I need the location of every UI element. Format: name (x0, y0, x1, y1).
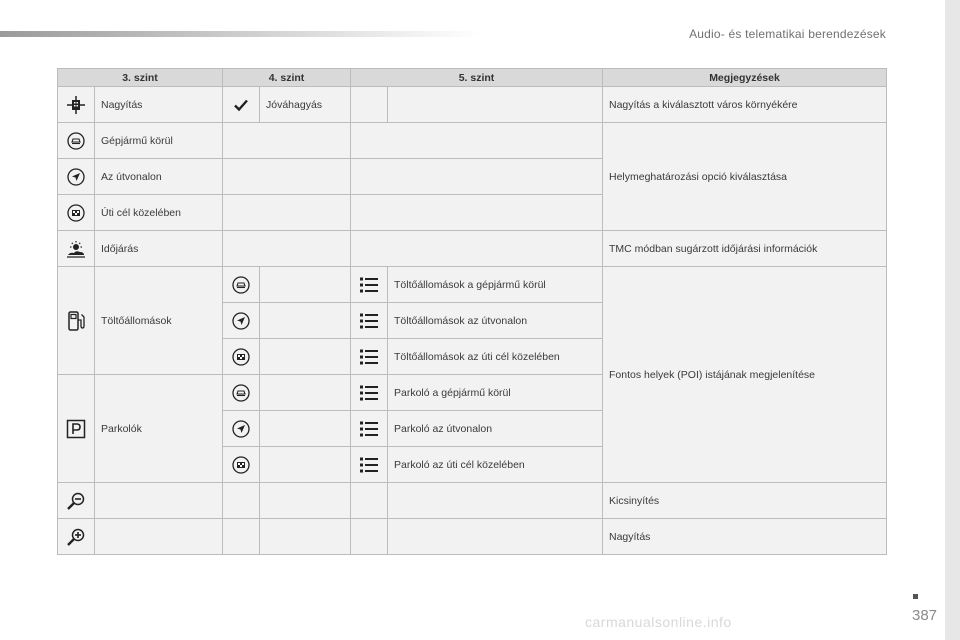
list-icon (351, 411, 388, 447)
level3-label: Nagyítás (95, 87, 223, 123)
empty-cell (351, 519, 388, 555)
empty-cell (351, 87, 388, 123)
empty-cell (260, 483, 351, 519)
empty-cell (388, 483, 603, 519)
column-header-level5: 5. szint (351, 69, 603, 87)
empty-cell (223, 519, 260, 555)
fuel-pump-icon (58, 267, 95, 375)
note-cell: Kicsinyítés (603, 483, 887, 519)
empty-cell (223, 123, 351, 159)
empty-cell (388, 87, 603, 123)
empty-cell (260, 375, 351, 411)
car-front-icon (58, 123, 95, 159)
destination-flag-icon (223, 447, 260, 483)
empty-cell (260, 447, 351, 483)
table-row (58, 87, 887, 123)
table-row (58, 231, 887, 267)
empty-cell (351, 123, 603, 159)
empty-cell (223, 231, 351, 267)
column-header-level3: 3. szint (58, 69, 223, 87)
empty-cell (388, 519, 603, 555)
navigation-arrow-icon (58, 159, 95, 195)
page-header-title: Audio- és telematikai berendezések (689, 27, 886, 41)
empty-cell (260, 267, 351, 303)
parking-icon (58, 375, 95, 483)
level5-label: Töltőállomások a gépjármű körül (388, 267, 603, 303)
level3-label: Gépjármű körül (95, 123, 223, 159)
menu-table (57, 68, 887, 555)
navigation-arrow-icon (223, 303, 260, 339)
empty-cell (351, 195, 603, 231)
watermark: carmanualsonline.info (585, 614, 732, 630)
car-front-icon (223, 267, 260, 303)
empty-cell (351, 483, 388, 519)
car-front-icon (223, 375, 260, 411)
level5-label: Töltőállomások az úti cél közelében (388, 339, 603, 375)
list-icon (351, 447, 388, 483)
note-cell: Fontos helyek (POI) istájának megjelenítése (603, 267, 887, 483)
empty-cell (260, 303, 351, 339)
header-gradient-bar (0, 31, 480, 37)
level5-label: Parkoló a gépjármű körül (388, 375, 603, 411)
empty-cell (223, 195, 351, 231)
destination-flag-icon (223, 339, 260, 375)
list-icon (351, 267, 388, 303)
map-zoom-icon (58, 87, 95, 123)
column-header-level4: 4. szint (223, 69, 351, 87)
page-number: 387 (912, 607, 938, 624)
table-row (58, 267, 887, 303)
zoom-out-icon (58, 483, 95, 519)
list-icon (351, 303, 388, 339)
empty-cell (351, 159, 603, 195)
empty-cell (260, 411, 351, 447)
destination-flag-icon (58, 195, 95, 231)
level3-label: Időjárás (95, 231, 223, 267)
table-row (58, 483, 887, 519)
level3-label: Az útvonalon (95, 159, 223, 195)
note-cell: Helymeghatározási opció kiválasztása (603, 123, 887, 231)
level5-label: Parkoló az úti cél közelében (388, 447, 603, 483)
level3-label: Töltőállomások (95, 267, 223, 375)
empty-cell (223, 483, 260, 519)
weather-icon (58, 231, 95, 267)
table-row (58, 519, 887, 555)
empty-cell (260, 339, 351, 375)
level3-label: Parkolók (95, 375, 223, 483)
table-row (58, 123, 887, 159)
empty-cell (95, 519, 223, 555)
level4-label: Jóváhagyás (260, 87, 351, 123)
level5-label: Parkoló az útvonalon (388, 411, 603, 447)
empty-cell (260, 519, 351, 555)
zoom-in-icon (58, 519, 95, 555)
navigation-arrow-icon (223, 411, 260, 447)
column-header-notes: Megjegyzések (603, 69, 887, 87)
table-header-row (58, 69, 887, 87)
check-icon (223, 87, 260, 123)
page-marker (913, 594, 918, 599)
note-cell: Nagyítás a kiválasztott város környékére (603, 87, 887, 123)
empty-cell (95, 483, 223, 519)
empty-cell (223, 159, 351, 195)
page-edge-strip (945, 0, 960, 640)
list-icon (351, 375, 388, 411)
note-cell: TMC módban sugárzott időjárási információk (603, 231, 887, 267)
list-icon (351, 339, 388, 375)
note-cell: Nagyítás (603, 519, 887, 555)
level5-label: Töltőállomások az útvonalon (388, 303, 603, 339)
level3-label: Úti cél közelében (95, 195, 223, 231)
empty-cell (351, 231, 603, 267)
